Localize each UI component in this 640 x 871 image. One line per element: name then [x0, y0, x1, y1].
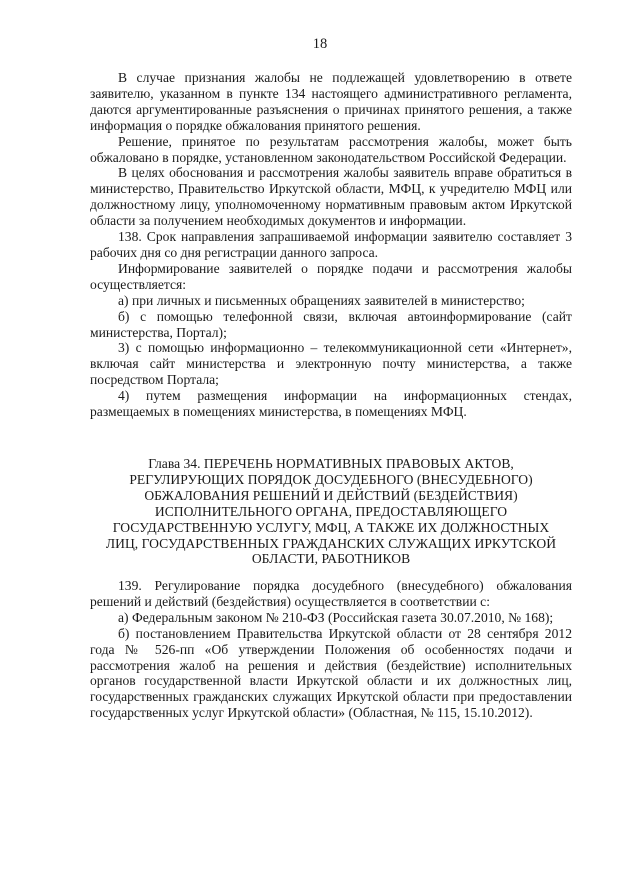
- paragraph-139-regulation: 139. Регулирование порядка досудебного (внесудебного) обжалования решений и действий (бездействия) осуществляется в соответствии с:: [90, 578, 572, 609]
- chapter-heading-line: Глава 34. ПЕРЕЧЕНЬ НОРМАТИВНЫХ ПРАВОВЫХ АКТОВ,: [148, 456, 514, 471]
- chapter-heading-line: ЛИЦ, ГОСУДАРСТВЕННЫХ ГРАЖДАНСКИХ СЛУЖАЩИХ ИРКУТСКОЙ: [105, 535, 557, 551]
- chapter-heading-line: ОБЖАЛОВАНИЯ РЕШЕНИЙ И ДЕЙСТВИЙ (БЕЗДЕЙСТВИЯ): [144, 487, 518, 503]
- text-block-after-chapter: [90, 578, 572, 721]
- list-item-internet: 3) с помощью информационно – телекоммуникационной сети «Интернет», включая сайт министерства и электронную почту министерства, а также посредством Портала;: [90, 340, 572, 388]
- text-block-before-chapter: [90, 70, 572, 420]
- list-item-info-stands: 4) путем размещения информации на информационных стендах, размещаемых в помещениях министерства, в помещениях МФЦ.: [90, 388, 572, 420]
- list-item-resolution-526: б) постановлением Правительства Иркутской области от 28 сентября 2012 года № 526-пп «Об утверждении Положения об особенностях подачи и рассмотрения жалоб на решения и действия (бездействие) исполнительных органов государственной власти Иркутской области и их должностных лиц, государственных гражданских служащих Иркутской области при предоставлении государственных услуг Иркутской области» (Областная, № 115, 15.10.2012).: [90, 625, 572, 721]
- paragraph-informing-applicants: Информирование заявителей о порядке подачи и рассмотрения жалобы осуществляется:: [90, 260, 572, 292]
- chapter-heading-line: ГОСУДАРСТВЕННУЮ УСЛУГУ, МФЦ, А ТАКЖЕ ИХ ДОЛЖНОСТНЫХ: [112, 519, 550, 535]
- chapter-heading-line: РЕГУЛИРУЮЩИХ ПОРЯДОК ДОСУДЕБНОГО (ВНЕСУДЕБНОГО): [129, 471, 533, 487]
- paragraph-appeal-of-decision: Решение, принятое по результатам рассмотрения жалобы, может быть обжаловано в порядке, установленном законодательством Российской Федерации.: [90, 133, 572, 165]
- chapter-heading-line: ИСПОЛНИТЕЛЬНОГО ОРГАНА, ПРЕДОСТАВЛЯЮЩЕГО: [154, 503, 508, 519]
- paragraph-reasoned-explanations: В случае признания жалобы не подлежащей удовлетворению в ответе заявителю, указанном в пункте 134 настоящего административного регламента, даются аргументированные разъяснения о причинах принятого решения, а также информация о порядке обжалования принятого решения.: [90, 70, 572, 133]
- list-item-personal-written-requests: а) при личных и письменных обращениях заявителей в министерство;: [118, 292, 525, 308]
- chapter-heading-line: ОБЛАСТИ, РАБОТНИКОВ: [251, 551, 411, 567]
- list-item-federal-law-210: а) Федеральным законом № 210-ФЗ (Российская газета 30.07.2010, № 168);: [118, 609, 554, 625]
- page-number: 18: [312, 36, 328, 52]
- paragraph-138-information-deadline: 138. Срок направления запрашиваемой информации заявителю составляет 3 рабочих дня со дня регистрации данного запроса.: [90, 229, 572, 260]
- list-item-telephone: б) с помощью телефонной связи, включая автоинформирование (сайт министерства, Портал);: [90, 308, 572, 340]
- chapter-34-heading: [90, 456, 572, 567]
- paragraph-right-to-request-documents: В целях обоснования и рассмотрения жалобы заявитель вправе обратиться в министерство, Правительство Иркутской области, МФЦ, к учредителю МФЦ или должностному лицу, уполномоченному нормативным правовым актом Иркутской области за получением необходимых документов и информации.: [90, 165, 572, 229]
